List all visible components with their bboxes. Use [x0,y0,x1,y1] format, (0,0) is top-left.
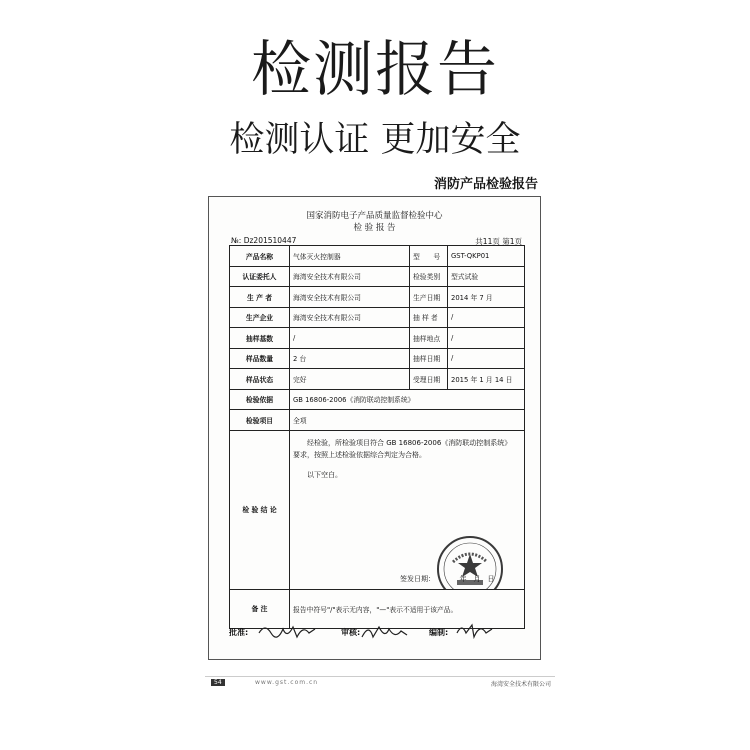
row-label-2: 抽样日期 [410,348,448,369]
row-value-2: 2014 年 7 月 [448,287,525,308]
review-label: 审核: [341,628,361,637]
row-value: 海湾安全技术有限公司 [290,287,410,308]
row-value-2: / [448,328,525,349]
row-value: / [290,328,410,349]
footer-company: 海湾安全技术有限公司 [490,681,551,688]
row-value-2: / [448,348,525,369]
report-sheet [208,196,541,660]
row-value: 气体灭火控制器 [290,246,410,267]
row-label: 产品名称 [230,246,290,267]
basis-value: GB 16806-2006《消防联动控制系统》 [290,389,525,410]
row-value: 2 台 [290,348,410,369]
info-rows [230,246,525,390]
table-row [230,389,525,410]
report-number: №: Dz201510447 [231,236,297,245]
row-label-2: 生产日期 [410,287,448,308]
table-row [230,430,525,589]
reviewer-signature [359,621,409,643]
row-label-2: 抽 样 者 [410,307,448,328]
conclusion-line-2: 要求，按照上述检验依据综合判定为合格。 [293,450,426,459]
footer-url: www.gst.com.cn [255,679,319,686]
row-label: 认证委托人 [230,266,290,287]
footer-page-number: 54 [211,679,225,686]
table-row [230,287,525,308]
row-label: 抽样基数 [230,328,290,349]
row-value-2: 2015 年 1 月 14 日 [448,369,525,390]
page-count: 共11页 第1页 [475,237,522,246]
table-row [230,246,525,267]
table-row [230,369,525,390]
table-row [230,348,525,369]
conclusion-line-3: 以下空白。 [307,470,342,479]
report-table [229,245,525,629]
compile-label: 编制: [429,628,449,637]
conclusion-line-1: 经检验，所检验项目符合 GB 16806-2006《消防联动控制系统》 [307,438,512,447]
row-value: 海湾安全技术有限公司 [290,266,410,287]
compiler-signature [454,619,494,641]
table-row [230,328,525,349]
row-value-2: 型式试验 [448,266,525,287]
row-label-2: 受理日期 [410,369,448,390]
table-row [230,266,525,287]
row-label: 样品状态 [230,369,290,390]
row-label: 生 产 者 [230,287,290,308]
page-subheading: 检测认证 更加安全 [229,120,521,160]
issuing-organization: 国家消防电子产品质量监督检验中心 [306,211,443,221]
table-row [230,410,525,431]
approve-label: 批准: [229,628,249,637]
row-value: 海湾安全技术有限公司 [290,307,410,328]
basis-label: 检验依据 [230,389,290,410]
row-label-2: 型 号 [410,246,448,267]
row-label-2: 检验类别 [410,266,448,287]
row-value-2: / [448,307,525,328]
page-footer [205,676,555,689]
conclusion-label: 检 验 结 论 [230,430,290,589]
row-value: 完好 [290,369,410,390]
report-caption: 消防产品检验报告 [433,177,538,192]
approver-signature [257,619,317,643]
page-heading: 检测报告 [251,35,499,105]
row-label: 生产企业 [230,307,290,328]
conclusion-cell [290,430,525,589]
report-title: 检 验 报 告 [353,223,396,233]
table-row [230,307,525,328]
row-value-2: GST-QKP01 [448,246,525,267]
items-label: 检验项目 [230,410,290,431]
items-value: 全项 [290,410,525,431]
sign-date: 签发日期： 年 月 日 [400,574,495,583]
row-label-2: 抽样地点 [410,328,448,349]
remark-value: 报告中符号"/"表示无内容，"—"表示不适用于该产品。 [290,589,525,628]
row-label: 样品数量 [230,348,290,369]
remark-label: 备 注 [230,589,290,628]
